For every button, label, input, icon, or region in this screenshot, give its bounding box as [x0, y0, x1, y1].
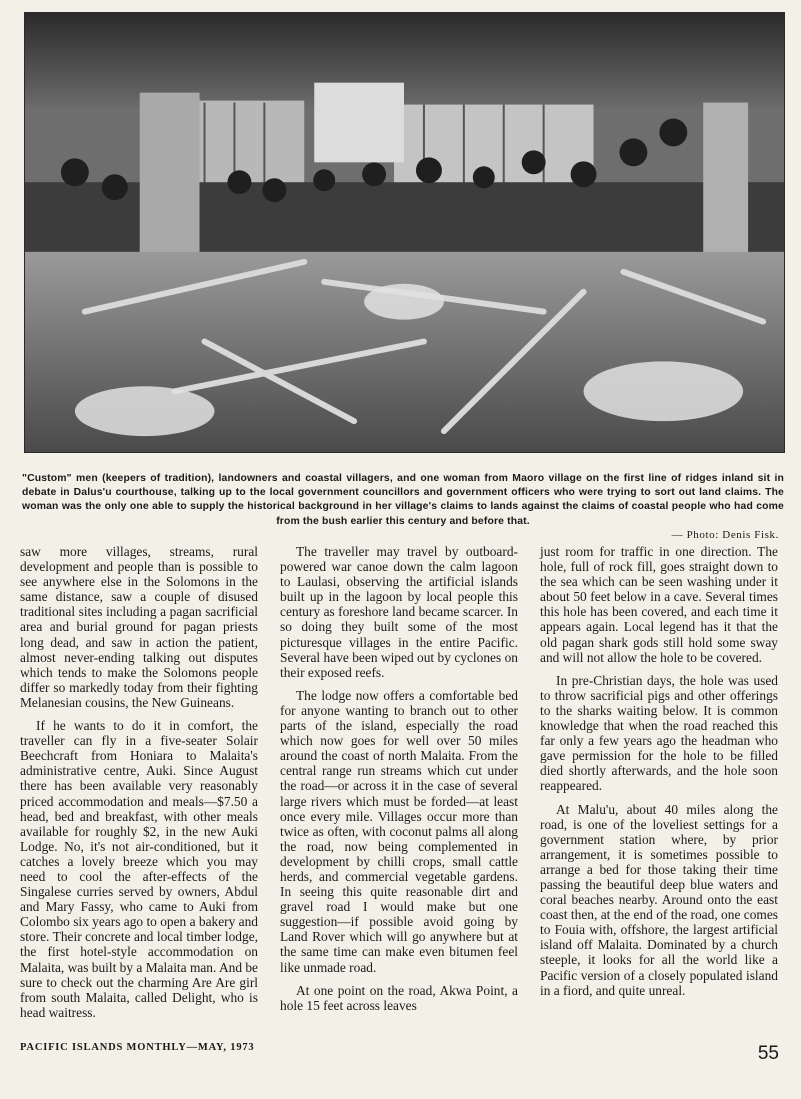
paragraph: At Malu'u, about 40 miles along the road, is one of the loveliest settings for a government station where, by prior arrangement, it is sometimes possible to arrange a bed for those taking their time passing the beautiful deep blue waters and coral beaches nearby. Around onto the east coast then, at the end of the road, one comes to Fouia with, offshore, the largest artificial island off Malaita. Dominated by a church steeple, it looks for all the world like a Pacific version of a closely populated island in a fiord, and quite unreal. [540, 801, 778, 998]
photo-credit: — Photo: Denis Fisk. [671, 529, 779, 541]
paragraph: just room for traffic in one direction. The hole, full of rock fill, goes straight down to the sea which can be seen washing under it about 50 feet below in a cave. Several times this hole has been covered, and each time it appears again. Local legend has it that the old pagan shark gods still hold some sway and will not allow the hole to be covered. [540, 544, 778, 665]
paragraph: If he wants to do it in comfort, the traveller can fly in a five-seater Solair Beechcraft from Honiara to Malaita's administrative centre, Auki. Since August there has been available very reasonably priced accommodation and meals—$7.50 a head, bed and breakfast, with other meals available for roughly $2, in the new Auki Lodge. No, it's not air-conditioned, but it catches a lovely breeze which you may need to cool the after-effects of the Singalese curries served by owners, Abdul and Mary Fassy, who came to Auki from Colombo six years ago to open a bakery and store. Their concrete and local timber lodge, the first hotel-style accommodation on Malaita, was built by a Malaita man. And be sure to check out the charming Are Are girl from south Malaita, called Delight, who is head waitress. [20, 718, 258, 1020]
paragraph: In pre-Christian days, the hole was used to throw sacrificial pigs and other offerings to the sharks waiting below. It is common knowledge that when the road reached this far only a few years ago the headman who gave permission for the hole to be filled died shortly afterwards, and the hole soon reappeared. [540, 672, 778, 794]
publication-footer: PACIFIC ISLANDS MONTHLY—MAY, 1973 [20, 1042, 255, 1053]
page-number: 55 [757, 1043, 779, 1064]
courthouse-meeting-photo [24, 12, 785, 453]
article-column-1 [20, 544, 258, 1028]
paragraph: The traveller may travel by outboard-powered war canoe down the calm lagoon to Laulasi, observing the artificial islands built up in the lagoon by local people this century as foreshore land became scarcer. In so doing they built some of the most picturesque villages in the entire Pacific. Several have been wiped out by cyclones on their exposed reefs. [280, 544, 518, 680]
article-column-2 [280, 544, 518, 1021]
paragraph: The lodge now offers a comfortable bed for anyone wanting to branch out to other parts of the island, especially the road which now goes for well over 50 miles around the coast of north Malaita. From the central range run streams which cut under the road—or across it in the case of several large rivers which must be forded—at least once every mile. Villages occur more than twice as often, with coconut palms all along the road, now being complemented in development by chilli crops, small cattle herds, and commercial vegetable gardens. In seeing this quite reasonable dirt and gravel road I would make but one suggestion—if possible avoid going by Land Rover which will go anywhere but at the same time can make even bitumen feel like unmade road. [280, 687, 518, 975]
article-column-3 [540, 544, 778, 1006]
paragraph: saw more villages, streams, rural development and people than is possible to see anywhere else in the Solomons in the same distance, saw a couple of disused traditional sites including a pagan sacrificial area and burial ground for pagan priests long dead, and saw in action the patient, almost never-ending talking out disputes which tends to make the Solomons people differ so markedly today from their fighting Melanesian cousins, the New Guineans. [20, 544, 258, 710]
paragraph: At one point on the road, Akwa Point, a hole 15 feet across leaves [280, 982, 518, 1013]
photo-caption: "Custom" men (keepers of tradition), landowners and coastal villagers, and one woman from Maoro village on the first line of ridges inland sit in debate in Dalus'u courthouse, talking up to the local government councillors and government officers who were trying to sort out land claims. The woman was the only one able to supply the historical background in her village's claims to lands against the claims of coastal people who had come from the bush earlier this century and before that. [22, 473, 784, 527]
